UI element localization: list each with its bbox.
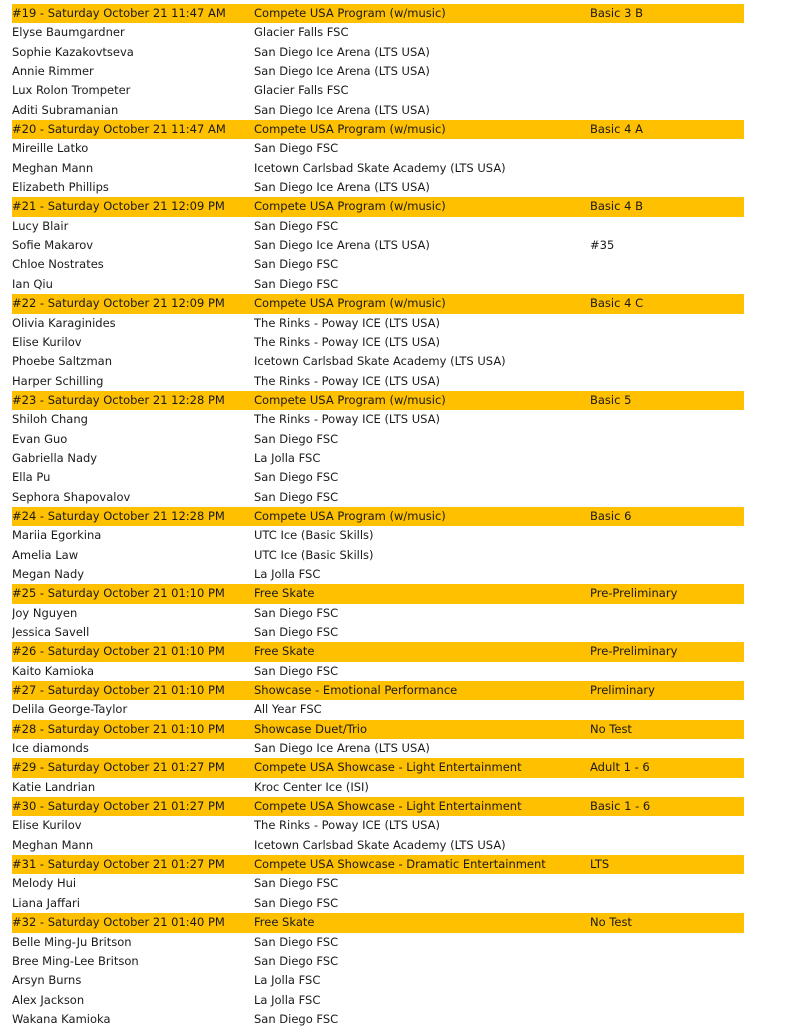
skater-club: Icetown Carlsbad Skate Academy (LTS USA) <box>254 354 506 369</box>
skater-name: Chloe Nostrates <box>12 257 104 272</box>
event-level: Basic 1 - 6 <box>590 799 651 814</box>
skater-name: Wakana Kamioka <box>12 1011 111 1026</box>
skater-club: Glacier Falls FSC <box>254 83 349 98</box>
skater-club: UTC Ice (Basic Skills) <box>254 528 374 543</box>
event-number-time: #22 - Saturday October 21 12:09 PM <box>12 296 225 311</box>
skater-row <box>12 816 744 835</box>
skater-row <box>12 139 744 158</box>
skater-name: Alex Jackson <box>12 992 85 1007</box>
skater-name: Elise Kurilov <box>12 334 82 349</box>
event-type: Compete USA Showcase - Dramatic Entertainment <box>254 857 546 872</box>
skater-row <box>12 894 744 913</box>
skater-club: San Diego FSC <box>254 895 339 910</box>
skater-name: Gabriella Nady <box>12 450 98 465</box>
skater-row <box>12 546 744 565</box>
skater-name: Evan Guo <box>12 431 68 446</box>
skater-club: San Diego FSC <box>254 431 339 446</box>
skater-row <box>12 836 744 855</box>
skater-name: Megan Nady <box>12 566 85 581</box>
skater-row <box>12 488 744 507</box>
skater-club: San Diego FSC <box>254 257 339 272</box>
event-number-time: #26 - Saturday October 21 01:10 PM <box>12 644 225 659</box>
event-header-row <box>12 120 744 139</box>
event-header-row <box>12 642 744 661</box>
skater-row <box>12 623 744 642</box>
skater-row <box>12 62 744 81</box>
skater-name: Bree Ming-Lee Britson <box>12 953 139 968</box>
skater-name: Elizabeth Phillips <box>12 180 109 195</box>
skater-club: The Rinks - Poway ICE (LTS USA) <box>254 818 441 833</box>
event-number-time: #23 - Saturday October 21 12:28 PM <box>12 392 225 407</box>
skater-name: Katie Landrian <box>12 779 96 794</box>
skater-row <box>12 933 744 952</box>
skater-club: San Diego FSC <box>254 470 339 485</box>
skater-name: Aditi Subramanian <box>12 102 119 117</box>
event-type: Compete USA Showcase - Light Entertainment <box>254 799 522 814</box>
skater-club: San Diego FSC <box>254 489 339 504</box>
skater-name: Arsyn Burns <box>12 973 82 988</box>
skater-row <box>12 526 744 545</box>
skater-row <box>12 101 744 120</box>
event-level: Basic 4 B <box>590 199 643 214</box>
skater-row <box>12 952 744 971</box>
event-header-row <box>12 681 744 700</box>
event-number-time: #27 - Saturday October 21 01:10 PM <box>12 683 225 698</box>
skater-row <box>12 1010 744 1029</box>
skater-club: La Jolla FSC <box>254 566 321 581</box>
skater-club: San Diego Ice Arena (LTS USA) <box>254 238 430 253</box>
event-type: Showcase - Emotional Performance <box>254 683 458 698</box>
event-level: Preliminary <box>590 683 655 698</box>
event-number-time: #32 - Saturday October 21 01:40 PM <box>12 915 225 930</box>
event-level: Basic 4 C <box>590 296 644 311</box>
skater-club: All Year FSC <box>254 702 322 717</box>
event-header-row <box>12 584 744 603</box>
skater-name: Ian Qiu <box>12 276 53 291</box>
skater-name: Meghan Mann <box>12 837 94 852</box>
event-type: Compete USA Program (w/music) <box>254 392 446 407</box>
event-level: Pre-Preliminary <box>590 586 678 601</box>
event-type: Free Skate <box>254 586 315 601</box>
skater-row <box>12 604 744 623</box>
skater-row <box>12 333 744 352</box>
event-type: Compete USA Program (w/music) <box>254 199 446 214</box>
skater-name: Ice diamonds <box>12 741 89 756</box>
skater-name: Lucy Blair <box>12 218 69 233</box>
skater-club: Icetown Carlsbad Skate Academy (LTS USA) <box>254 837 506 852</box>
skater-row <box>12 43 744 62</box>
event-type: Free Skate <box>254 644 315 659</box>
skater-club: The Rinks - Poway ICE (LTS USA) <box>254 334 441 349</box>
skater-club: San Diego FSC <box>254 276 339 291</box>
skater-club: San Diego Ice Arena (LTS USA) <box>254 64 430 79</box>
skater-club: San Diego Ice Arena (LTS USA) <box>254 180 430 195</box>
schedule-sheet <box>12 4 744 1029</box>
event-type: Compete USA Program (w/music) <box>254 296 446 311</box>
skater-club: San Diego FSC <box>254 625 339 639</box>
event-header-row <box>12 507 744 526</box>
skater-row <box>12 178 744 197</box>
skater-name: Lux Rolon Trompeter <box>12 83 131 98</box>
event-header-row <box>12 197 744 216</box>
skater-row <box>12 352 744 371</box>
event-header-row <box>12 758 744 777</box>
event-level: Basic 4 A <box>590 122 643 137</box>
skater-name: Olivia Karaginides <box>12 315 116 330</box>
skater-row <box>12 430 744 449</box>
event-level: Adult 1 - 6 <box>590 760 650 775</box>
event-header-row <box>12 913 744 932</box>
skater-name: Harper Schilling <box>12 373 104 388</box>
event-header-row <box>12 4 744 23</box>
skater-name: Ella Pu <box>12 470 51 485</box>
event-level: LTS <box>590 857 610 872</box>
skater-name: Mariia Egorkina <box>12 528 102 543</box>
skater-club: San Diego FSC <box>254 1011 339 1026</box>
event-number-time: #25 - Saturday October 21 01:10 PM <box>12 586 225 601</box>
skater-name: Joy Nguyen <box>12 605 78 620</box>
event-number-time: #21 - Saturday October 21 12:09 PM <box>12 199 225 214</box>
skater-row <box>12 739 744 758</box>
event-header-row <box>12 720 744 739</box>
skater-name: Liana Jaffari <box>12 895 80 910</box>
skater-club: San Diego FSC <box>254 605 339 620</box>
skater-name: Kaito Kamioka <box>12 663 95 678</box>
skater-row <box>12 255 744 274</box>
skater-row <box>12 991 744 1010</box>
event-header-row <box>12 855 744 874</box>
skater-row <box>12 565 744 584</box>
skater-club: San Diego Ice Arena (LTS USA) <box>254 44 430 59</box>
skater-club: Icetown Carlsbad Skate Academy (LTS USA) <box>254 160 506 175</box>
skater-row <box>12 468 744 487</box>
skater-row <box>12 700 744 719</box>
skater-row <box>12 314 744 333</box>
skater-row <box>12 662 744 681</box>
event-type: Compete USA Program (w/music) <box>254 6 446 20</box>
skater-club: San Diego FSC <box>254 663 339 678</box>
event-level: No Test <box>590 721 632 736</box>
skater-club: The Rinks - Poway ICE (LTS USA) <box>254 315 441 330</box>
skater-name: Melody Hui <box>12 876 77 891</box>
skater-name: Sephora Shapovalov <box>12 489 131 504</box>
skater-row <box>12 372 744 391</box>
event-type: Compete USA Showcase - Light Entertainment <box>254 760 522 775</box>
skater-name: Sophie Kazakovtseva <box>12 44 134 59</box>
skater-club: La Jolla FSC <box>254 973 321 988</box>
skater-club: San Diego FSC <box>254 141 339 156</box>
skater-club: Glacier Falls FSC <box>254 25 349 40</box>
skater-name: Annie Rimmer <box>12 64 94 79</box>
skater-name: Mireille Latko <box>12 141 89 156</box>
event-number-time: #19 - Saturday October 21 11:47 AM <box>12 6 226 20</box>
skater-club: La Jolla FSC <box>254 450 321 465</box>
event-type: Compete USA Program (w/music) <box>254 122 446 137</box>
skater-name: Shiloh Chang <box>12 412 88 427</box>
event-level: Pre-Preliminary <box>590 644 678 659</box>
skater-club: San Diego Ice Arena (LTS USA) <box>254 741 430 756</box>
skater-club: Kroc Center Ice (ISI) <box>254 779 369 794</box>
skater-club: San Diego FSC <box>254 934 339 949</box>
event-header-row <box>12 294 744 313</box>
skater-row <box>12 275 744 294</box>
skater-club: San Diego Ice Arena (LTS USA) <box>254 102 430 117</box>
skater-name: Elise Kurilov <box>12 818 82 833</box>
event-number-time: #28 - Saturday October 21 01:10 PM <box>12 721 225 736</box>
skater-row <box>12 159 744 178</box>
event-number-time: #29 - Saturday October 21 01:27 PM <box>12 760 225 775</box>
skater-club: San Diego FSC <box>254 876 339 891</box>
skater-note: #35 <box>590 238 615 253</box>
event-header-row <box>12 797 744 816</box>
event-level: Basic 3 B <box>590 6 643 20</box>
skater-club: San Diego FSC <box>254 218 339 233</box>
skater-row <box>12 449 744 468</box>
skater-row <box>12 410 744 429</box>
skater-name: Belle Ming-Ju Britson <box>12 934 132 949</box>
event-type: Free Skate <box>254 915 315 930</box>
skater-row <box>12 81 744 100</box>
event-number-time: #20 - Saturday October 21 11:47 AM <box>12 122 226 137</box>
skater-row <box>12 217 744 236</box>
skater-row <box>12 778 744 797</box>
event-level: Basic 5 <box>590 392 632 407</box>
skater-name: Amelia Law <box>12 547 79 562</box>
skater-club: UTC Ice (Basic Skills) <box>254 547 374 562</box>
skater-club: The Rinks - Poway ICE (LTS USA) <box>254 412 441 427</box>
event-level: Basic 6 <box>590 508 632 523</box>
event-number-time: #31 - Saturday October 21 01:27 PM <box>12 857 225 872</box>
skater-club: The Rinks - Poway ICE (LTS USA) <box>254 373 441 388</box>
skater-name: Jessica Savell <box>12 625 90 639</box>
event-header-row <box>12 391 744 410</box>
skater-row <box>12 23 744 42</box>
skater-row <box>12 971 744 990</box>
skater-name: Meghan Mann <box>12 160 94 175</box>
event-number-time: #30 - Saturday October 21 01:27 PM <box>12 799 225 814</box>
skater-club: La Jolla FSC <box>254 992 321 1007</box>
event-number-time: #24 - Saturday October 21 12:28 PM <box>12 508 225 523</box>
event-type: Compete USA Program (w/music) <box>254 508 446 523</box>
event-level: No Test <box>590 915 632 930</box>
skater-row <box>12 236 744 255</box>
skater-name: Elyse Baumgardner <box>12 25 125 40</box>
skater-name: Phoebe Saltzman <box>12 354 112 369</box>
event-type: Showcase Duet/Trio <box>254 721 368 736</box>
skater-name: Delila George-Taylor <box>12 702 128 717</box>
skater-name: Sofie Makarov <box>12 238 94 253</box>
skater-row <box>12 874 744 893</box>
skater-club: San Diego FSC <box>254 953 339 968</box>
